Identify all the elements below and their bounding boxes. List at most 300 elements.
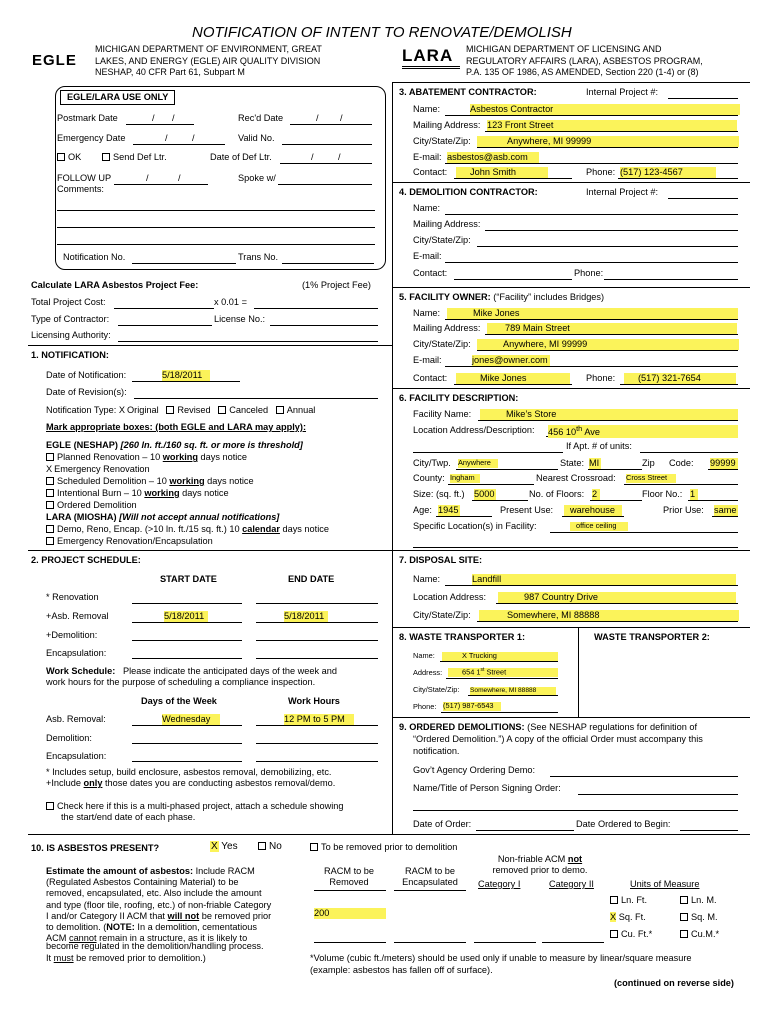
date-begin-field[interactable] [680,830,738,831]
s8-title-1: 8. WASTE TRANSPORTER 1: [399,632,526,642]
demolition-days-label: Demolition: [46,733,92,743]
work-schedule-label: Work Schedule: [46,666,116,676]
demolition-hours-field[interactable] [256,743,378,744]
ln-ft-option[interactable]: Ln. Ft. [610,895,647,906]
s6-code-label: Code: [669,458,694,468]
planned-renovation-option[interactable]: Planned Renovation – 10 working days notice [46,452,247,463]
s5-mail-label: Mailing Address: [413,323,481,333]
renovation-start-field[interactable] [132,603,242,604]
encapsulation-start-field[interactable] [132,658,242,659]
valid-label: Valid No. [238,133,275,143]
section-3-rule [392,82,750,83]
ln-m-option[interactable]: Ln. M. [680,895,717,906]
emergency-label: Emergency Date [57,133,126,143]
asb-removal-label: +Asb. Removal [46,611,109,621]
cat1-field[interactable] [474,942,536,943]
date-def-label: Date of Def Ltr. [210,152,272,162]
s6-specific-label: Specific Location(s) in Facility: [413,521,537,531]
asb-end-value[interactable]: 5/18/2011 [284,611,328,622]
cu-m-option[interactable]: Cu.M.* [680,929,719,940]
s6-loc-field-2[interactable] [413,452,563,453]
s5-subtitle: (“Facility” includes Bridges) [493,292,605,302]
lara-agency-line-2: REGULATORY AFFAIRS (LARA), ASBESTOS PROGRAM, [466,55,703,66]
s8-name-value[interactable]: X Trucking [442,652,558,661]
s7-city-label: City/State/Zip: [413,610,471,620]
encapsulation-days-field[interactable] [132,761,242,762]
s6-present-field[interactable] [562,516,624,517]
cat1-header: Category I [478,879,521,889]
s5-title: 5. FACILITY OWNER: [399,292,491,302]
mark-boxes-note: Mark appropriate boxes: (both EGLE and LARA may apply): [46,422,307,432]
s8-name-label: Name: [413,651,435,660]
recd-label: Rec'd Date [238,113,284,123]
s3-city-label: City/State/Zip: [413,136,471,146]
authority-label: Licensing Authority: [31,330,111,340]
s5-city-value[interactable]: Anywhere, MI 99999 [477,339,739,350]
date-order-label: Date of Order: [413,819,472,829]
encapsulation-label: Encapsulation: [46,648,107,658]
emergency-renovation-checkbox[interactable]: X [46,464,53,474]
s6-crossroad-field[interactable] [624,484,738,485]
s6-present-value[interactable]: warehouse [564,505,622,516]
racm-removed-header-rule [314,890,386,891]
page-title: NOTIFICATION OF INTENT TO RENOVATE/DEMOLISH [192,24,572,41]
s3-phone-label: Phone: [586,167,616,177]
work-schedule-text-1: Please indicate the anticipated days of the week and [122,666,337,676]
s6-prior-label: Prior Use: [663,505,704,515]
s5-heading [399,292,604,303]
s3-name-label: Name: [413,104,441,114]
annual-checkbox[interactable] [276,406,284,414]
s8-addr-field[interactable] [446,678,558,679]
comments-line-2[interactable] [57,227,375,228]
egle-agency-line-2: LAKES, AND ENERGY (EGLE) AIR QUALITY DIVISION [95,55,321,66]
s3-internal-field[interactable] [668,98,738,99]
s6-size-value[interactable]: 5000 [474,489,495,499]
lara-logo: LARA [402,46,454,65]
egle-heading-label: EGLE (NESHAP) [46,440,118,450]
recd-slash-1: / [316,113,319,123]
s6-floor-no-field[interactable] [688,500,738,501]
s6-crossroad-label: Nearest Crossroad: [536,473,616,483]
cu-ft-option[interactable]: Cu. Ft.* [610,929,652,940]
multi-phase-checkbox[interactable] [46,802,54,810]
sq-m-option[interactable]: Sq. M. [680,912,718,923]
s7-title: 7. DISPOSAL SITE: [399,555,483,565]
s5-city-field[interactable] [477,350,738,351]
s6-state-field[interactable] [588,469,642,470]
s1-revision-field[interactable] [134,398,378,399]
s6-fname-value[interactable]: Mike’s Store [480,409,738,420]
revised-checkbox[interactable] [166,406,174,414]
s6-age-field[interactable] [436,516,492,517]
section-2-rule [28,550,392,551]
revised-label: Revised [177,405,211,415]
s6-zip-value[interactable]: 99999 [710,458,738,469]
s4-contact-field[interactable] [454,279,572,280]
s5-name-label: Name: [413,308,441,318]
s5-mail-field[interactable] [485,334,738,335]
section-7-rule [392,550,750,551]
lara-agency [466,44,703,79]
ok-label: OK [68,152,82,162]
s3-email-value[interactable]: asbestos@asb.com [447,152,539,163]
sq-ft-option[interactable]: X Sq. Ft. [610,912,646,922]
sq-ft-checkbox[interactable]: X [610,912,617,922]
yes-checkbox[interactable]: X [211,841,218,852]
racm-removed-amount[interactable]: 200 [314,908,386,919]
schedule-note-2: +Include only those dates you are conducting asbestos removal/demo. [46,778,336,788]
demolition-start-field[interactable] [132,640,242,641]
s6-size-field[interactable] [472,500,528,501]
s3-contact-value[interactable]: John Smith [456,167,548,178]
s6-city-label: City/Twp. [413,458,451,468]
s6-floors-label: No. of Floors: [529,489,585,499]
sq-m-checkbox[interactable] [680,913,688,921]
s4-phone-field[interactable] [604,279,738,280]
lara-agency-line-3: P.A. 135 OF 1986, AS AMENDED, Section 220 (1-4) or (8) [466,67,699,77]
s7-city-field[interactable] [477,621,738,622]
intentional-burn-option[interactable]: Intentional Burn – 10 working days notice [46,488,229,499]
total-cost-label: Total Project Cost: [31,297,106,307]
send-def-checkbox[interactable] [102,153,110,161]
office-use-title: EGLE/LARA USE ONLY [60,90,175,105]
follow-up-label: FOLLOW UP [57,173,112,183]
asb-removal-days-label: Asb. Removal: [46,714,106,724]
encapsulation-days-label: Encapsulation: [46,751,107,761]
asb-hours-value[interactable]: 12 PM to 5 PM [284,714,354,725]
send-def-label: Send Def Ltr. [113,152,167,162]
s6-county-field[interactable] [448,484,534,485]
lara-logo-underline [402,66,460,69]
emergency-encap-checkbox[interactable] [46,537,54,545]
comments-label: Comments: [57,184,104,194]
s6-apt-field[interactable] [640,452,738,453]
egle-agency-line-3: NESHAP, 40 CFR Part 61, Subpart M [95,67,245,77]
s9-line-3: notification. [413,746,460,756]
s1-title: 1. NOTIFICATION: [31,350,109,360]
follow-up-slash-2: / [178,173,181,183]
s6-fname-label: Facility Name: [413,409,472,419]
valid-field[interactable] [282,144,372,145]
signer-field[interactable] [578,794,738,795]
work-schedule-text-2: work hours for the purpose of scheduling a compliance inspection. [46,677,316,687]
emergency-renovation-option[interactable]: X Emergency Renovation [46,464,150,474]
s6-state-label: State: [560,458,585,468]
s6-city-field[interactable] [456,469,558,470]
s3-city-field[interactable] [477,147,738,148]
s6-specific-value[interactable]: office ceiling [570,522,628,531]
canceled-checkbox[interactable] [218,406,226,414]
column-divider [392,82,393,834]
section-4-rule [392,182,750,183]
yes-option[interactable] [210,841,238,853]
s6-zip-field[interactable] [708,469,738,470]
s4-mail-field[interactable] [485,230,738,231]
date-def-field[interactable] [280,163,372,164]
s6-floors-value[interactable]: 2 [592,489,600,500]
ordered-demolition-checkbox[interactable] [46,501,54,509]
s6-county-label: County: [413,473,445,483]
s4-title: 4. DEMOLITION CONTRACTOR: [399,187,538,197]
renovation-label: * Renovation [46,592,99,602]
s8-city-value[interactable]: Somewhere, MI 88888 [470,687,556,695]
s1-date-field[interactable] [132,381,240,382]
no-label: No [269,841,282,852]
recd-field[interactable] [290,124,372,125]
recd-slash-2: / [340,113,343,123]
postmark-slash-2: / [172,113,175,123]
s6-county-value[interactable]: Ingham [450,474,480,483]
volume-note-1: *Volume (cubic ft./meters) should be used only if unable to measure by linear/square measure [310,953,692,963]
no-option[interactable] [258,841,282,853]
s1-date-label: Date of Notification: [46,370,127,380]
s6-city-value[interactable]: Anywhere [458,459,498,468]
racm-removed-header: RACM to be Removed [323,866,375,887]
date-begin-label: Date Ordered to Begin: [576,819,671,829]
encapsulation-end-field[interactable] [256,658,378,659]
s3-phone-field[interactable] [618,178,738,179]
s8-city-label: City/State/Zip: [413,685,460,694]
gov-agency-field[interactable] [550,776,738,777]
section-8-rule [392,627,750,628]
s5-phone-value[interactable]: (517) 321-7654 [624,373,736,384]
asb-days-field[interactable] [132,725,242,726]
asb-start-value[interactable]: 5/18/2011 [164,611,208,622]
s6-loc-value[interactable]: 456 10th Ave [548,425,738,438]
section-10-rule [28,834,750,835]
s9-line-1: 9. ORDERED DEMOLITIONS: (See NESHAP regulations for definition of [399,722,698,732]
s8-phone-value[interactable]: (517) 987-6543 [443,702,501,711]
demolition-days-field[interactable] [132,743,242,744]
s5-phone-field[interactable] [620,384,738,385]
egle-threshold: [260 ln. ft./160 sq. ft. or more is threshold] [120,440,303,450]
continued-note: (continued on reverse side) [614,978,734,988]
postmark-slash-1: / [152,113,155,123]
egle-agency [95,44,322,79]
send-def-option[interactable] [102,152,167,163]
fee-pct: (1% Project Fee) [302,280,371,290]
s8-name-field[interactable] [440,661,558,662]
ln-ft-checkbox[interactable] [610,896,618,904]
start-date-header: START DATE [160,574,217,584]
postmark-field[interactable] [126,124,194,125]
ln-m-checkbox[interactable] [680,896,688,904]
s6-apt-label: If Apt. # of units: [566,441,632,451]
s5-city-label: City/State/Zip: [413,339,471,349]
section-6-rule [392,388,750,389]
s3-contact-field[interactable] [454,178,572,179]
trans-no-field[interactable] [282,263,374,264]
s4-city-label: City/State/Zip: [413,235,471,245]
s3-mail-field[interactable] [485,131,738,132]
demo-reno-checkbox[interactable] [46,525,54,533]
section-1-rule [28,345,392,346]
demolition-end-field[interactable] [256,640,378,641]
emergency-slash-2: / [192,133,195,143]
s7-name-value[interactable]: Landfill [472,574,736,585]
s4-email-field[interactable] [445,262,738,263]
emergency-slash-1: / [165,133,168,143]
fee-result-field[interactable] [254,308,378,309]
original-label: Original [127,405,159,415]
s6-state-value[interactable]: MI [589,458,600,468]
s7-loc-value[interactable]: 987 Country Drive [498,592,736,603]
asb-end-field[interactable] [256,622,378,623]
s5-contact-field[interactable] [454,384,572,385]
license-field[interactable] [270,325,378,326]
nonfriable-header: Non-friable ACM not removed prior to demo. [492,854,588,875]
emergency-encap-option[interactable]: Emergency Renovation/Encapsulation [46,536,213,547]
s3-contact-label: Contact: [413,167,448,177]
date-def-slash-2: / [338,152,341,162]
comments-line-3[interactable] [57,244,375,245]
section-9-rule [392,717,750,718]
s10-title: 10. IS ASBESTOS PRESENT? [31,843,160,853]
s5-mail-value[interactable]: 789 Main Street [487,323,737,334]
s3-email-field[interactable] [445,163,738,164]
postmark-label: Postmark Date [57,113,118,123]
s7-loc-field[interactable] [496,603,738,604]
no-checkbox[interactable] [258,842,266,850]
s6-floors-field[interactable] [590,500,642,501]
s8-title-2: WASTE TRANSPORTER 2: [594,632,710,642]
s5-contact-label: Contact: [413,373,448,383]
yes-label: Yes [221,841,238,852]
authority-field[interactable] [118,341,378,342]
s3-phone-value[interactable]: (517) 123-4567 [620,167,716,178]
s6-size-label: Size: (sq. ft.) [413,489,465,499]
s4-city-field[interactable] [477,246,738,247]
s6-age-label: Age: [413,505,432,515]
s6-title: 6. FACILITY DESCRIPTION: [399,393,519,403]
schedule-note-1: * Includes setup, build enclosure, asbestos removal, demobilizing, etc. [46,767,332,777]
s6-floor-no-value[interactable]: 1 [690,489,698,500]
notification-no-label: Notification No. [63,252,126,262]
s5-name-field[interactable] [445,319,738,320]
s6-crossroad-value[interactable]: Cross Street [626,474,676,483]
trans-no-label: Trans No. [238,252,278,262]
scheduled-demolition-option[interactable]: Scheduled Demolition – 10 working days notice [46,476,254,487]
s4-email-label: E-mail: [413,251,442,261]
s6-specific-field-2[interactable] [413,547,738,548]
cu-ft-checkbox[interactable] [610,930,618,938]
s8-addr-value[interactable]: 654 1st Street [448,668,558,677]
date-order-field[interactable] [476,830,574,831]
s5-email-value[interactable]: jones@owner.com [472,355,550,366]
removed-label: To be removed prior to demolition [321,842,458,852]
ok-option[interactable] [57,152,81,163]
follow-up-field[interactable] [114,184,208,185]
emergency-field[interactable] [133,144,225,145]
s8-addr-label: Address: [413,668,443,677]
s7-name-label: Name: [413,574,441,584]
ordered-demolition-option[interactable]: Ordered Demolition [46,500,137,511]
s4-internal-field[interactable] [668,198,738,199]
lara-heading [46,512,279,523]
renovation-end-field[interactable] [256,603,378,604]
license-label: License No.: [214,314,266,324]
canceled-label: Canceled [229,405,269,415]
scheduled-demolition-checkbox[interactable] [46,477,54,485]
s3-name-value[interactable]: Asbestos Contractor [470,104,740,115]
ok-checkbox[interactable] [57,153,65,161]
multi-phase-text-2: the start/end date of each phase. [61,812,196,822]
s1-date-value[interactable]: 5/18/2011 [162,370,210,381]
asb-start-field[interactable] [132,622,242,623]
spoke-field[interactable] [278,184,372,185]
encapsulation-hours-field[interactable] [256,761,378,762]
multi-phase-option[interactable]: Check here if this is a multi-phased project, attach a schedule showing [46,801,344,812]
egle-logo: EGLE [32,52,77,69]
s6-specific-field[interactable] [550,532,738,533]
cu-m-checkbox[interactable] [680,930,688,938]
asb-hours-field[interactable] [256,725,378,726]
racm-removed-field[interactable] [314,942,386,943]
s4-name-field[interactable] [445,214,738,215]
removed-option[interactable] [310,842,457,853]
s3-email-label: E-mail: [413,152,442,162]
hours-header: Work Hours [288,696,340,706]
s6-age-value[interactable]: 1945 [438,505,459,515]
signer-label: Name/Title of Person Signing Order: [413,783,561,793]
s6-prior-value[interactable]: same [714,505,737,515]
fee-mult: x 0.01 = [214,297,247,307]
total-cost-field[interactable] [114,308,214,309]
s6-prior-field[interactable] [712,516,738,517]
s6-fname-field[interactable] [478,420,738,421]
s3-title: 3. ABATEMENT CONTRACTOR: [399,87,537,97]
annual-label: Annual [286,405,316,415]
comments-line-1[interactable] [57,210,375,211]
lara-note: [Will not accept annual notifications] [119,512,280,522]
s5-contact-value[interactable]: Mike Jones [456,373,570,384]
s5-phone-label: Phone: [586,373,616,383]
gov-agency-label: Gov’t Agency Ordering Demo: [413,765,536,775]
s4-mail-label: Mailing Address: [413,219,481,229]
s8-phone-field[interactable] [441,712,558,713]
planned-renovation-checkbox[interactable] [46,453,54,461]
asb-days-value[interactable]: Wednesday [162,714,220,725]
demo-reno-option[interactable]: Demo, Reno, Encap. (>10 ln. ft./15 sq. ft.) 10 calendar days notice [46,524,329,535]
s7-name-field[interactable] [445,585,738,586]
contractor-type-label: Type of Contractor: [31,314,110,324]
s7-city-value[interactable]: Somewhere, MI 88888 [479,610,739,621]
s2-title: 2. PROJECT SCHEDULE: [31,555,141,565]
s8-city-field[interactable] [468,695,558,696]
s3-internal-label: Internal Project #: [586,87,659,97]
racm-encap-field[interactable] [394,942,466,943]
cat2-field[interactable] [542,942,604,943]
s6-floor-no-label: Floor No.: [642,489,683,499]
original-checkbox[interactable]: X [118,405,126,415]
notification-no-field[interactable] [132,263,236,264]
racm-encap-header: RACM to be Encapsulated [402,866,458,887]
s3-city-value[interactable]: Anywhere, MI 99999 [477,136,739,147]
intentional-burn-checkbox[interactable] [46,489,54,497]
s5-name-value[interactable]: Mike Jones [447,308,738,319]
egle-heading [46,440,303,451]
s3-mail-value[interactable]: 123 Front Street [487,120,737,131]
s5-email-field[interactable] [445,366,738,367]
s6-zip-label: Zip [642,458,655,468]
s3-name-field[interactable] [445,115,738,116]
signer-field-2[interactable] [413,810,738,811]
estimate-text: Estimate the amount of asbestos: Include RACM (Regulated Asbestos Containing Material) to be removed, encapsulated, etc. Also include the amount and type (floor tile, roofing, etc.) of non-friable Category I and/or Category II ACM that will not be removed prior to demolition. (NOTE: In a demolition, cementatious ACM cannot remain in a structure, as it is likely to become regulated in the demolition/handling process. It must be removed prior to demolition.) [46,866,272,963]
removed-checkbox[interactable] [310,843,318,851]
contractor-type-field[interactable] [118,325,212,326]
s4-phone-label: Phone: [574,268,604,278]
